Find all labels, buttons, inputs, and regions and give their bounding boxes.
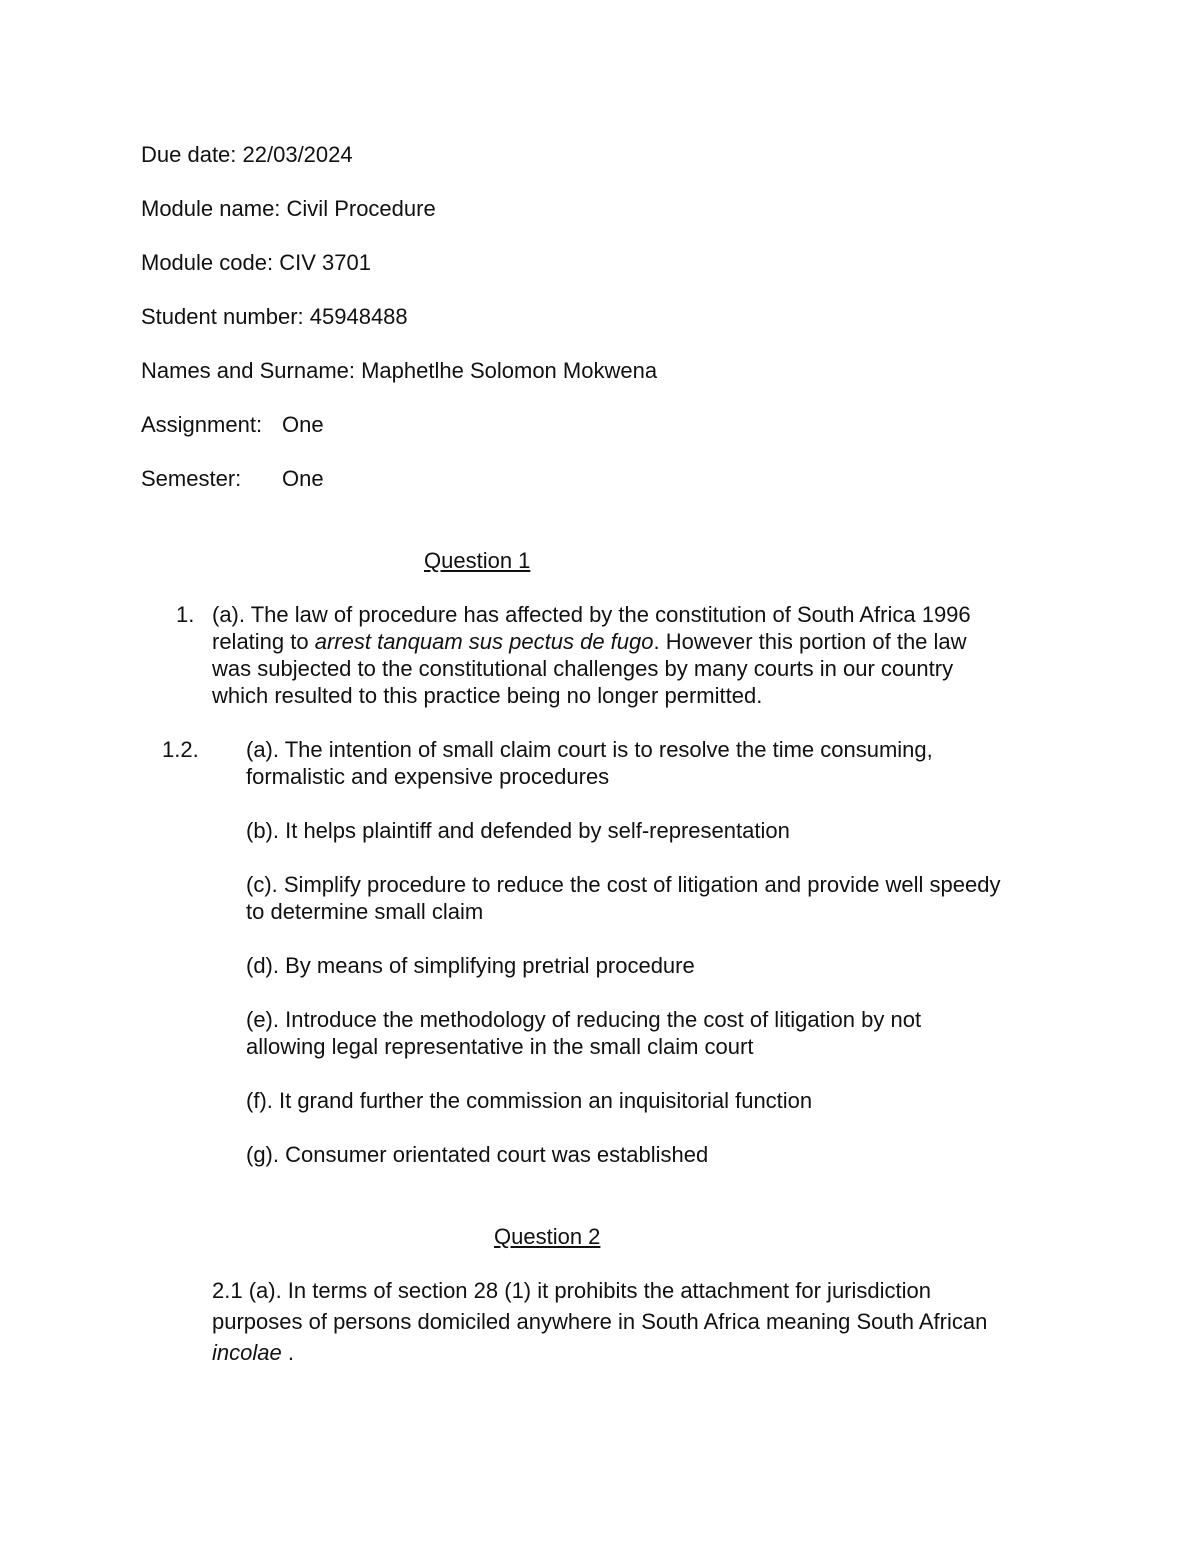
item-1-2-d: (d). By means of simplifying pretrial procedure	[246, 953, 695, 978]
item-2-1-line-3-suffix: .	[281, 1340, 294, 1365]
item-1-line-2-suffix: . However this portion of the law	[653, 629, 967, 654]
item-1-2-c-line-2: to determine small claim	[246, 899, 484, 924]
item-1-2-c-line-1: (c). Simplify procedure to reduce the cost of litigation and provide well speedy	[246, 872, 1001, 897]
item-1-2-a-line-1: (a). The intention of small claim court is to resolve the time consuming,	[246, 737, 933, 762]
names-and-surname: Names and Surname: Maphetlhe Solomon Mokwena	[141, 358, 658, 383]
item-1-2-number: 1.2.	[162, 737, 199, 762]
item-1-number: 1.	[176, 602, 195, 627]
item-1-2-f: (f). It grand further the commission an inquisitorial function	[246, 1088, 813, 1113]
item-1-line-2-prefix: relating to	[212, 629, 315, 654]
student-number: Student number: 45948488	[141, 304, 408, 329]
module-name: Module name: Civil Procedure	[141, 196, 436, 221]
latin-term: incolae	[212, 1340, 282, 1365]
item-1-2-g: (g). Consumer orientated court was established	[246, 1142, 709, 1167]
item-1-2-b: (b). It helps plaintiff and defended by self-representation	[246, 818, 790, 843]
assignment-label: Assignment:	[141, 412, 263, 437]
latin-phrase: arrest tanquam sus pectus de fugo	[314, 629, 654, 654]
item-1-2-e-line-1: (e). Introduce the methodology of reducing the cost of litigation by not	[246, 1007, 922, 1032]
semester-value: One	[282, 466, 324, 491]
item-1-2-e-line-2: allowing legal representative in the small claim court	[246, 1034, 754, 1059]
semester-label: Semester:	[141, 466, 242, 491]
question-1-heading: Question 1	[424, 548, 531, 573]
item-1-line-4: which resulted to this practice being no longer permitted.	[212, 683, 763, 708]
item-1-line-2	[212, 628, 967, 655]
item-2-1-line-2: purposes of persons domiciled anywhere in South Africa meaning South African	[212, 1309, 988, 1334]
item-1-2-a-line-2: formalistic and expensive procedures	[246, 764, 610, 789]
item-2-1-line-1: 2.1 (a). In terms of section 28 (1) it prohibits the attachment for jurisdiction	[212, 1278, 931, 1303]
item-2-1-line-3	[212, 1339, 294, 1366]
question-2-heading: Question 2	[494, 1224, 601, 1249]
assignment-value: One	[282, 412, 324, 437]
item-1-line-3: was subjected to the constitutional challenges by many courts in our country	[212, 656, 954, 681]
item-1-line-1: (a). The law of procedure has affected by the constitution of South Africa 1996	[212, 602, 971, 627]
module-code: Module code: CIV 3701	[141, 250, 371, 275]
due-date: Due date: 22/03/2024	[141, 142, 353, 167]
